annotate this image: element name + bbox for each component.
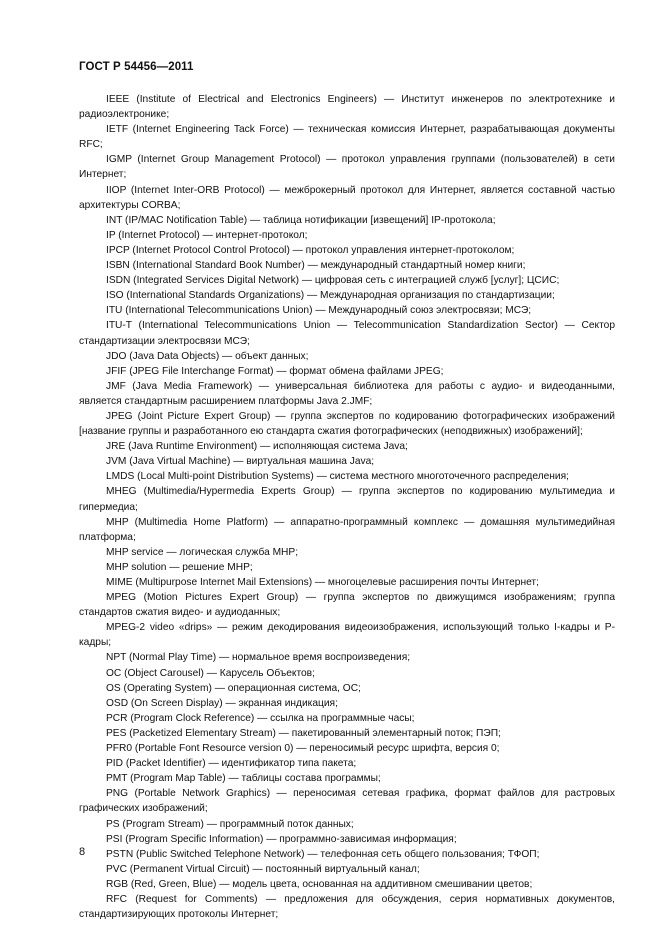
abbreviation-entry: MPEG-2 video «drips» — режим декодирования видеоизображения, использующий только I-кадры и P-кадры; xyxy=(79,622,615,649)
abbreviation-entry: NPT (Normal Play Time) — нормальное время воспроизведения; xyxy=(106,652,411,664)
abbreviation-entry: INT (IP/MAC Notification Table) — таблица нотификации [извещений] IP-протокола; xyxy=(106,214,496,226)
page-number: 8 xyxy=(79,846,86,858)
abbreviation-entry: PFR0 (Portable Font Resource version 0) — переносимый ресурс шрифта, версия 0; xyxy=(106,743,500,755)
abbreviation-entry: OSD (On Screen Display) — экранная индикация; xyxy=(106,697,338,709)
abbreviation-entry: PVC (Permanent Virtual Circuit) — постоянный виртуальный канал; xyxy=(106,863,420,875)
page-header-standard-code: ГОСТ Р 54456—2011 xyxy=(79,61,194,73)
abbreviation-entry: JFIF (JPEG File Interchange Format) — формат обмена файлами JPEG; xyxy=(106,365,444,377)
abbreviation-entry: JDO (Java Data Objects) — объект данных; xyxy=(106,350,309,362)
abbreviation-entry: ISO (International Standards Organizations) — Международная организация по стандартизации; xyxy=(106,290,555,302)
abbreviation-entry: PS (Program Stream) — программный поток данных; xyxy=(106,818,354,830)
abbreviation-entry: PNG (Portable Network Graphics) — переносимая сетевая графика, формат файлов для растровых графических изображений; xyxy=(79,788,615,815)
abbreviation-entry: PSI (Program Specific Information) — программно-зависимая информация; xyxy=(106,833,457,845)
abbreviation-entry: MPEG (Motion Pictures Expert Group) — группа экспертов по движущимся изображениям; группа стандартов сжатия видео- и аудиоданных; xyxy=(79,592,615,619)
abbreviation-entry: LMDS (Local Multi-point Distribution Systems) — система местного многоточечного распределения; xyxy=(106,471,569,483)
abbreviation-entry: MHP service — логическая служба MHP; xyxy=(106,546,299,558)
abbreviation-entry: ISDN (Integrated Services Digital Network) — цифровая сеть с интеграцией служб [услуг]; ЦСИС; xyxy=(106,275,560,287)
abbreviation-entry: JPEG (Joint Picture Expert Group) — группа экспертов по кодированию фотографических изображений [название группы и разработанного ею стандарта сжатия фотографических (неподвижных) изображений]; xyxy=(79,410,615,438)
abbreviation-entry: ITU (International Telecommunications Union) — Международный союз электросвязи; МСЭ; xyxy=(106,305,532,317)
abbreviation-entry: JVM (Java Virtual Machine) — виртуальная машина Java; xyxy=(106,456,375,468)
abbreviation-entry: IGMP (Internet Group Management Protocol) — протокол управления группами (пользователей) в сети Интернет; xyxy=(79,154,615,181)
abbreviation-entry: IPCP (Internet Protocol Control Protocol) — протокол управления интернет-протоколом; xyxy=(106,244,515,256)
abbreviation-entry: IP (Internet Protocol) — интернет-протокол; xyxy=(106,229,308,241)
abbreviation-entry: IETF (Internet Engineering Tack Force) — техническая комиссия Интернет, разрабатывающая документы RFC; xyxy=(79,124,615,151)
abbreviations-list xyxy=(79,92,615,922)
abbreviation-entry: MHP solution — решение MHP; xyxy=(106,561,253,573)
abbreviation-entry: OC (Object Carousel) — Карусель Объектов; xyxy=(106,667,315,679)
abbreviation-entry: MHP (Multimedia Home Platform) — аппаратно-программный комплекс — домашняя мультимедийная платформа; xyxy=(79,516,615,543)
abbreviation-entry: IIOP (Internet Inter-ORB Protocol) — межброкерный протокол для Интернет, является составной частью архитектуры CORBA; xyxy=(79,184,615,211)
abbreviation-entry: PMT (Program Map Table) — таблицы состава программы; xyxy=(106,773,381,785)
abbreviation-entry: JMF (Java Media Framework) — универсальная библиотека для работы с аудио- и видеоданными, является стандартным расширением платформы Java 2.JMF; xyxy=(79,380,615,407)
abbreviation-entry: PID (Packet Identifier) — идентификатор типа пакета; xyxy=(106,758,357,770)
abbreviation-entry: RGB (Red, Green, Blue) — модель цвета, основанная на аддитивном смешивании цветов; xyxy=(106,878,533,890)
abbreviation-entry: ITU-T (International Telecommunications Union — Telecommunication Standardization Sector) — Сектор стандартизации электросвязи МСЭ; xyxy=(79,320,615,347)
abbreviation-entry: ISBN (International Standard Book Number) — международный стандартный номер книги; xyxy=(106,260,526,272)
abbreviation-entry: MIME (Multipurpose Internet Mail Extensions) — многоцелевые расширения почты Интернет; xyxy=(106,577,539,588)
abbreviation-entry: PCR (Program Clock Reference) — ссылка на программные часы; xyxy=(106,712,415,724)
abbreviation-entry: IEEE (Institute of Electrical and Electronics Engineers) — Институт инженеров по электротехнике и радиоэлектронике; xyxy=(79,94,615,121)
abbreviation-entry: RFC (Request for Comments) — предложения для обсуждения, серия нормативных документов, стандартизирующих протоколы Интернет; xyxy=(79,893,615,921)
abbreviation-entry: MHEG (Multimedia/Hypermedia Experts Group) — группа экспертов по кодированию мультимедиа и гипермедиа; xyxy=(79,486,615,513)
abbreviation-entry: OS (Operating System) — операционная система, ОС; xyxy=(106,682,361,694)
abbreviation-entry: PSTN (Public Switched Telephone Network) — телефонная сеть общего пользования; ТФОП; xyxy=(106,848,540,860)
abbreviation-entry: JRE (Java Runtime Environment) — исполняющая система Java; xyxy=(106,441,408,453)
abbreviation-entry: PES (Packetized Elementary Stream) — пакетированный элементарный поток; ПЭП; xyxy=(106,727,501,739)
